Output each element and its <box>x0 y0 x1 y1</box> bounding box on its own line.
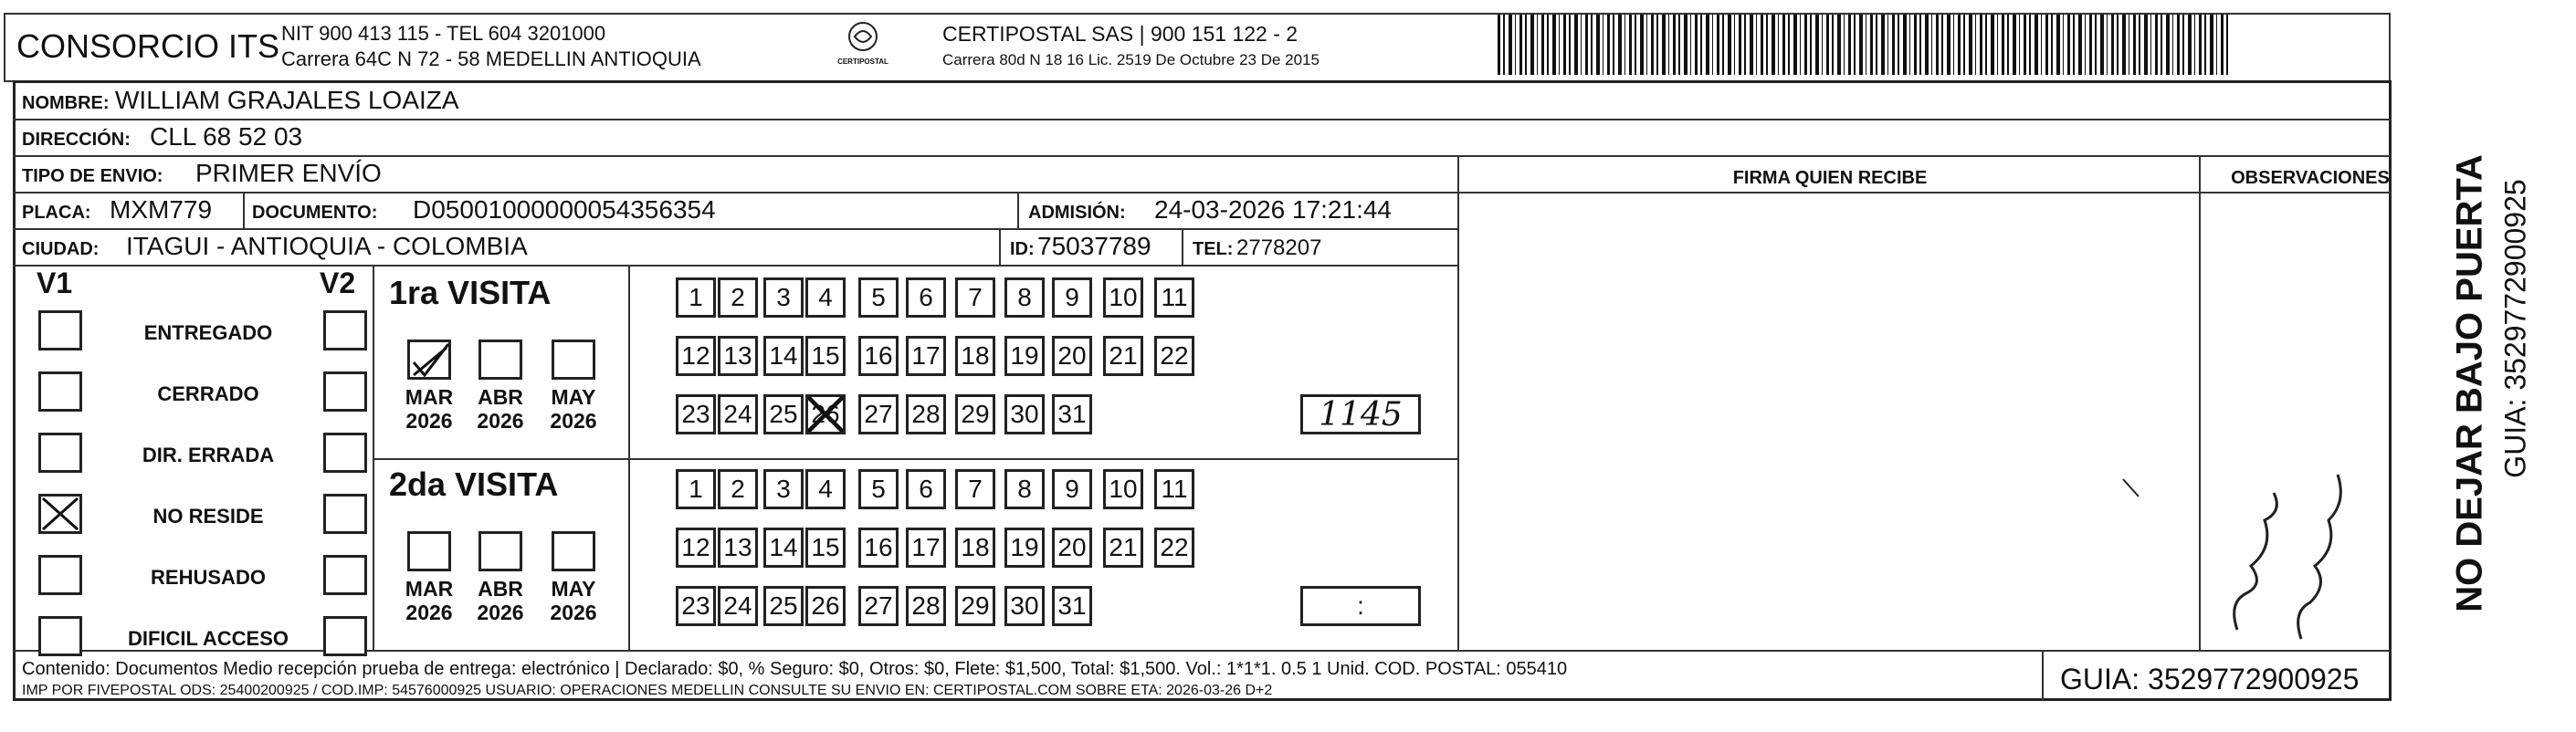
day-box[interactable]: 31 <box>1052 394 1092 434</box>
footer-divider <box>13 650 2392 652</box>
month-checkbox[interactable] <box>552 340 595 380</box>
nombre-value: WILLIAM GRAJALES LOAIZA <box>115 86 459 114</box>
day-box[interactable]: 31 <box>1052 586 1092 626</box>
day-box[interactable]: 2 <box>718 469 758 509</box>
ciudad-value: ITAGUI - ANTIOQUIA - COLOMBIA <box>126 232 528 260</box>
day-box[interactable]: 16 <box>858 528 899 568</box>
v1-checkbox[interactable] <box>38 310 82 350</box>
day-box[interactable]: 25 <box>763 394 804 434</box>
day-box[interactable]: 6 <box>906 469 946 509</box>
day-box[interactable]: 17 <box>906 528 946 568</box>
month-label: MAR 2026 <box>405 577 454 624</box>
month-label: MAY 2026 <box>550 385 597 433</box>
day-box[interactable]: 23 <box>676 394 716 434</box>
month-label: ABR 2026 <box>477 385 524 433</box>
logo-text: CERTIPOSTAL <box>837 58 888 66</box>
month-label: ABR 2026 <box>477 577 524 624</box>
tipo-label: TIPO DE ENVIO: <box>22 166 163 186</box>
footer-guia: GUIA: 3529772900925 <box>2060 663 2360 695</box>
company-nit: NIT 900 413 115 - TEL 604 3201000 <box>281 22 606 45</box>
row-placa <box>13 193 1457 230</box>
row-direccion <box>13 120 2392 157</box>
first-visit-title: 1ra VISITA <box>389 274 552 311</box>
day-box[interactable]: 22 <box>1154 336 1194 376</box>
placa-label: PLACA: <box>22 203 91 223</box>
day-box[interactable]: 15 <box>805 336 846 376</box>
day-box[interactable]: 7 <box>955 277 995 318</box>
day-box[interactable]: 11 <box>1154 277 1194 318</box>
day-box[interactable]: 1 <box>676 277 716 318</box>
signature-mark <box>2119 475 2146 502</box>
v1-checkbox[interactable] <box>38 616 82 656</box>
month-checkbox[interactable] <box>478 340 522 380</box>
day-box[interactable]: 28 <box>906 394 946 434</box>
guia-vertical: GUIA: 3529772900925 <box>2498 179 2532 478</box>
month-checkbox[interactable] <box>407 340 451 380</box>
day-box[interactable]: 2 <box>718 277 758 318</box>
day-box[interactable]: 4 <box>805 277 846 318</box>
tel-value: 2778207 <box>1236 235 1322 260</box>
day-box[interactable]: 30 <box>1004 586 1045 626</box>
day-box[interactable]: 13 <box>718 336 758 376</box>
id-value: 75037789 <box>1037 232 1151 260</box>
day-box[interactable]: 11 <box>1154 469 1194 509</box>
day-box[interactable]: 12 <box>676 528 716 568</box>
courier-name: CERTIPOSTAL SAS | 900 151 122 - 2 <box>942 22 1299 46</box>
day-box[interactable]: 9 <box>1052 277 1092 318</box>
day-box[interactable]: 7 <box>955 469 995 509</box>
no-dejar-bajo-puerta: NO DEJAR BAJO PUERTA <box>2449 154 2490 612</box>
second-visit-title: 2da VISITA <box>389 465 559 503</box>
day-box[interactable]: 8 <box>1004 277 1045 318</box>
footer-guia-divider <box>2042 650 2044 701</box>
admision-label: ADMISIÓN: <box>1028 203 1126 223</box>
day-box[interactable]: 5 <box>858 277 899 318</box>
status-label: DIR. ERRADA <box>142 444 275 466</box>
day-box[interactable]: 3 <box>763 469 804 509</box>
firma-header: FIRMA QUIEN RECIBE <box>1732 168 1928 188</box>
day-box[interactable]: 13 <box>718 528 758 568</box>
day-box[interactable]: 21 <box>1103 336 1143 376</box>
status-label: ENTREGADO <box>143 321 273 344</box>
check-mark-icon <box>410 342 452 379</box>
day-box[interactable]: 27 <box>858 586 899 626</box>
month-checkbox[interactable] <box>407 531 451 571</box>
direccion-value: CLL 68 52 03 <box>150 122 303 151</box>
v2-checkbox[interactable] <box>323 310 367 350</box>
footer-contenido: Contenido: Documentos Medio recepción prueba de entrega: electrónico | Declarado: $0, % Seguro: $0, Otros: $0, Flete: $1,500, Total: $1,500. Vol.: 1*1*1. 0.5 1 Unid. COD. POSTAL: 055410 <box>22 659 1568 679</box>
tipo-value: PRIMER ENVÍO <box>195 159 382 187</box>
day-box[interactable]: 28 <box>906 586 946 626</box>
ciudad-label: CIUDAD: <box>22 239 100 259</box>
row-nombre <box>13 82 2392 120</box>
status-label: DIFICIL ACCESO <box>127 627 289 650</box>
day-box[interactable]: 20 <box>1052 336 1092 376</box>
day-box[interactable]: 1 <box>676 469 716 509</box>
visit-split <box>373 458 1457 460</box>
month-checkbox[interactable] <box>552 531 595 571</box>
admision-value: 24-03-2026 17:21:44 <box>1154 195 1392 224</box>
v2-label: V2 <box>320 267 356 299</box>
tel-label: TEL: <box>1193 239 1234 259</box>
v2-checkbox[interactable] <box>323 555 367 595</box>
day-box[interactable]: 16 <box>858 336 899 376</box>
id-label: ID: <box>1010 239 1035 259</box>
observaciones-handwriting <box>2210 411 2374 648</box>
v1-checkbox[interactable] <box>38 555 82 595</box>
company-address: Carrera 64C N 72 - 58 MEDELLIN ANTIOQUIA <box>281 47 701 70</box>
day-box[interactable]: 24 <box>718 586 758 626</box>
check-mark-icon <box>41 497 79 531</box>
day-box[interactable]: 14 <box>763 336 804 376</box>
footer-imp: IMP POR FIVEPOSTAL ODS: 25400200925 / COD.IMP: 54576000925 USUARIO: OPERACIONES MEDELLIN CONSULTE SU ENVIO EN: CERTIPOSTAL.COM SOBRE ETA: 2026-03-26 D+2 <box>22 683 1273 698</box>
day-box[interactable]: 14 <box>763 528 804 568</box>
day-box[interactable]: 12 <box>676 336 716 376</box>
v1-checkbox[interactable] <box>38 494 82 534</box>
day-box[interactable]: 22 <box>1154 528 1194 568</box>
day-box[interactable]: 5 <box>858 469 899 509</box>
day-box[interactable]: 24 <box>718 394 758 434</box>
day-box[interactable]: 10 <box>1103 277 1143 318</box>
documento-label: DOCUMENTO: <box>252 203 378 223</box>
day-box[interactable]: 23 <box>676 586 716 626</box>
day-box[interactable]: 25 <box>763 586 804 626</box>
column-header-line <box>1457 192 2392 193</box>
day-box[interactable]: 19 <box>1004 336 1045 376</box>
day-box[interactable]: 8 <box>1004 469 1045 509</box>
day-box[interactable]: 29 <box>955 394 995 434</box>
v1-checkbox[interactable] <box>38 371 82 412</box>
company-name: CONSORCIO ITS <box>16 27 280 65</box>
day-box[interactable]: 10 <box>1103 469 1143 509</box>
status-label: NO RESIDE <box>152 505 264 528</box>
day-box[interactable]: 15 <box>805 528 846 568</box>
v2-checkbox[interactable] <box>323 371 367 412</box>
month-label: MAY 2026 <box>550 577 597 624</box>
day-box[interactable]: 17 <box>906 336 946 376</box>
day-box[interactable]: 4 <box>805 469 846 509</box>
day-box[interactable]: 18 <box>955 336 995 376</box>
firma-divider <box>1457 157 1459 650</box>
observaciones-divider <box>2199 157 2201 650</box>
day-box[interactable]: 30 <box>1004 394 1045 434</box>
observaciones-header: OBSERVACIONES <box>2231 168 2390 188</box>
status-label: REHUSADO <box>151 566 266 589</box>
documento-value: D05001000000054356354 <box>413 195 716 224</box>
day-box[interactable]: 6 <box>906 277 946 318</box>
status-label: CERRADO <box>157 382 259 405</box>
placa-value: MXM779 <box>110 195 213 224</box>
logo-icon <box>846 20 879 53</box>
day-box[interactable]: 27 <box>858 394 899 434</box>
day-box[interactable]: 9 <box>1052 469 1092 509</box>
day-box[interactable]: 26 <box>805 586 846 626</box>
time-field[interactable]: : <box>1300 586 1421 626</box>
time-handwritten[interactable]: 1145 <box>1300 394 1421 434</box>
day-box[interactable]: 21 <box>1103 528 1143 568</box>
courier-address: Carrera 80d N 18 16 Lic. 2519 De Octubre 23 De 2015 <box>942 51 1320 68</box>
v1-checkbox[interactable] <box>38 433 82 473</box>
month-checkbox[interactable] <box>478 531 522 571</box>
day-box[interactable]: 29 <box>955 586 995 626</box>
v1-label: V1 <box>37 267 73 299</box>
row-tipo <box>13 157 2392 193</box>
v2-checkbox[interactable] <box>323 494 367 534</box>
day-box[interactable]: 20 <box>1052 528 1092 568</box>
v2-checkbox[interactable] <box>323 616 367 656</box>
day-box[interactable]: 26 <box>805 394 846 434</box>
barcode <box>1498 15 2228 75</box>
month-label: MAR 2026 <box>405 385 454 433</box>
day-box[interactable]: 18 <box>955 528 995 568</box>
certipostal-logo <box>831 20 895 75</box>
row-ciudad <box>13 230 1457 267</box>
v2-checkbox[interactable] <box>323 433 367 473</box>
nombre-label: NOMBRE: <box>22 93 110 113</box>
day-box[interactable]: 3 <box>763 277 804 318</box>
direccion-label: DIRECCIÓN: <box>22 130 131 150</box>
day-box[interactable]: 19 <box>1004 528 1045 568</box>
